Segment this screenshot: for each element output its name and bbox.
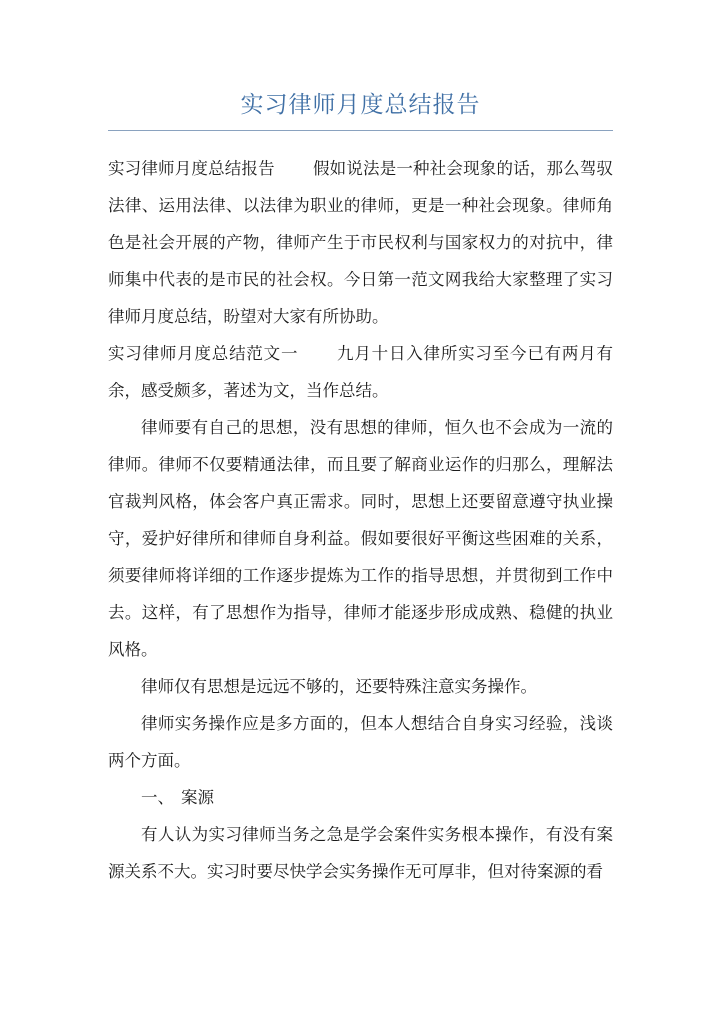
sample-lead: 实习律师月度总结范文一 [108,344,299,363]
title-divider [108,130,613,131]
sample-paragraph [108,335,613,409]
section-number: 一、 [141,788,174,807]
body-paragraph: 律师仅有思想是远远不够的，还要特殊注意实务操作。 [141,677,537,696]
document-body [108,150,613,890]
section-heading-text: 案源 [181,788,214,807]
intro-text: 假如说法是一种社会现象的话，那么驾驭法律、运用法律、以法律为职业的律师，更是一种社会现象。律师角色是社会开展的产物，律师产生于市民权利与国家权力的对抗中，律师集中代表的是市民的社会权。今日第一范文网我给大家整理了实习律师月度总结，盼望对大家有所协助。 [108,159,614,326]
document-title: 实习律师月度总结报告 [240,92,481,118]
sample-text: 九月十日入律所实习至今已有两月有余，感受颇多，著述为文，当作总结。 [108,344,614,400]
body-paragraph: 有人认为实习律师当务之急是学会案件实务根本操作，有没有案源关系不大。实习时要尽快学会实务操作无可厚非，但对待案源的看 [108,825,613,881]
body-paragraph: 律师要有自己的思想，没有思想的律师，恒久也不会成为一流的律师。律师不仅要精通法律，而且要了解商业运作的归那么，理解法官裁判风格，体会客户真正需求。同时，思想上还要留意遵守执业操守，爱护好律所和律师自身利益。假如要很好平衡这些困难的关系，须要律师将详细的工作逐步提炼为工作的指导思想，并贯彻到工作中去。这样，有了思想作为指导，律师才能逐步形成成熟、稳健的执业风格。 [108,418,613,659]
intro-paragraph [108,150,613,335]
section-heading [108,779,613,816]
body-paragraph: 律师实务操作应是多方面的，但本人想结合自身实习经验，浅谈两个方面。 [108,714,613,770]
intro-lead: 实习律师月度总结报告 [108,159,275,178]
